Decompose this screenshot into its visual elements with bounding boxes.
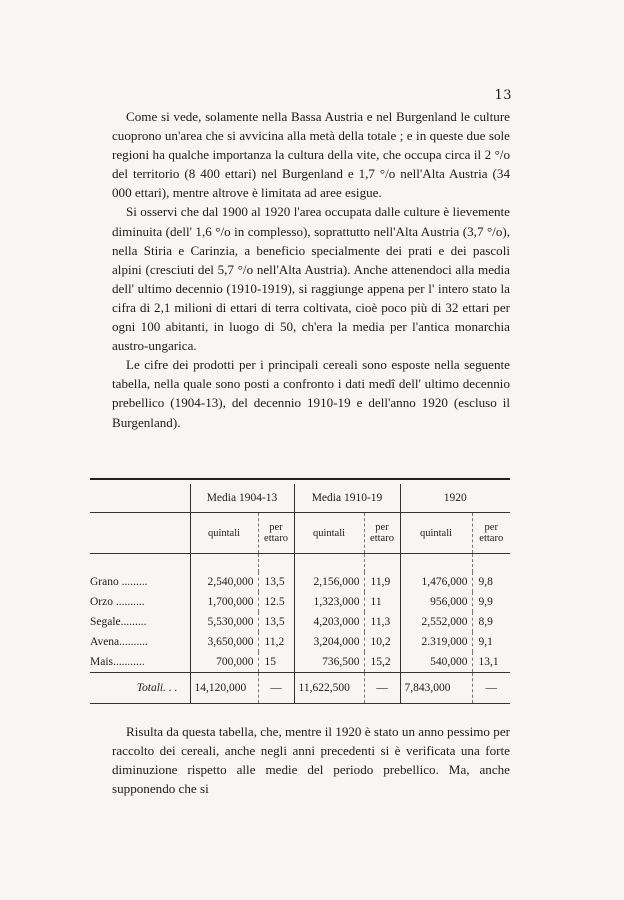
sub-header-quintali: quintali: [400, 513, 472, 554]
cell-quintali: 1,476,000: [400, 572, 472, 592]
group-header: Media 1904-13: [190, 484, 294, 513]
cell-per-ettaro: 11: [364, 592, 400, 612]
table-row: [90, 612, 510, 632]
sub-header-per-ettaro: per ettaro: [258, 513, 294, 554]
cell-per-ettaro: 13,5: [258, 572, 294, 592]
cell-quintali: 1,700,000: [190, 592, 258, 612]
cell-per-ettaro: 11,9: [364, 572, 400, 592]
cell-per-ettaro: 10,2: [364, 632, 400, 652]
row-label: Orzo ..........: [90, 596, 145, 608]
cereal-production-table: [90, 478, 510, 706]
cell-per-ettaro: 9,8: [472, 572, 510, 592]
cell-quintali: 540,000: [400, 652, 472, 673]
body-text-before-table: [112, 107, 510, 432]
total-per-ettaro: —: [258, 673, 294, 704]
group-header: Media 1910-19: [294, 484, 400, 513]
table-row: [90, 632, 510, 652]
total-per-ettaro: —: [472, 673, 510, 704]
paragraph: Si osservi che dal 1900 al 1920 l'area occupata dalle culture è lievemente diminuita (dell' 1,6 °/o in complesso), soprattutto nell'Alta Austria (3,7 °/o), nella Stiria e Carinzia, a beneficio specialmente dei prati e dei pascoli alpini (cresciuti del 5,7 °/o nell'Alta Austria). Anche attenendoci alla media dell' ultimo decennio (1910-1919), si raggiunge appena per l' intero stato la cifra di 2,1 milioni di ettari di terra coltivata, cioè poco più di 32 ettari per ogni 100 abitanti, in luogo di 50, ch'era la media per l'antica monarchia austro-ungarica.: [112, 204, 510, 354]
table-sub-header-row: [90, 513, 510, 554]
row-label: Segale.........: [90, 616, 147, 628]
cell-per-ettaro: 9,9: [472, 592, 510, 612]
table-row: [90, 592, 510, 612]
row-label: Mais...........: [90, 656, 145, 668]
cell-quintali: 956,000: [400, 592, 472, 612]
table-group-header-row: [90, 484, 510, 513]
paragraph: Come si vede, solamente nella Bassa Austria e nel Burgenland le culture cuoprono un'area che si avvicina alla metà della totale ; e in queste due sole regioni ha qualche importanza la cultura della vite, che occupa circa il 2 °/o del territorio (8 400 ettari) nel Burgenland e 1,7 °/o nell'Alta Austria (34 000 ettari), mentre altrove è limitata ad aree esigue.: [112, 109, 510, 201]
cell-per-ettaro: 8,9: [472, 612, 510, 632]
row-label: Avena..........: [90, 636, 148, 648]
cell-quintali: 4,203,000: [294, 612, 364, 632]
cell-per-ettaro: 12.5: [258, 592, 294, 612]
row-label: Grano .........: [90, 576, 148, 588]
cell-per-ettaro: 9,1: [472, 632, 510, 652]
cell-quintali: 700,000: [190, 652, 258, 673]
sub-header-per-ettaro: per ettaro: [472, 513, 510, 554]
sub-header-quintali: quintali: [190, 513, 258, 554]
cell-quintali: 2,552,000: [400, 612, 472, 632]
page-number: 13: [494, 88, 512, 103]
cell-per-ettaro: 15: [258, 652, 294, 673]
cell-per-ettaro: 13,1: [472, 652, 510, 673]
cell-quintali: 1,323,000: [294, 592, 364, 612]
header-spacer: [90, 513, 190, 554]
header-spacer: [90, 484, 190, 513]
cell-quintali: 2,540,000: [190, 572, 258, 592]
paragraph: Le cifre dei prodotti per i principali cereali sono esposte nella seguente tabella, nella quale sono posti a confronto i dati medî dell' ultimo decennio prebellico (1904-13), del decennio 1910-19 e dell'anno 1920 (escluso il Burgenland).: [112, 357, 510, 430]
cell-quintali: 2.319,000: [400, 632, 472, 652]
cell-quintali: 736,500: [294, 652, 364, 673]
total-quintali: 7,843,000: [400, 673, 472, 704]
total-quintali: 11,622,500: [294, 673, 364, 704]
paragraph: Risulta da questa tabella, che, mentre il 1920 è stato un anno pessimo per raccolto dei cereali, anche negli anni precedenti si è verificata una forte diminuzione rispetto alle medie del periodo prebellico. Ma, anche supponendo che si: [112, 724, 510, 797]
total-per-ettaro: —: [364, 673, 400, 704]
table-row: [90, 572, 510, 592]
cell-per-ettaro: 11,3: [364, 612, 400, 632]
sub-header-quintali: quintali: [294, 513, 364, 554]
cell-per-ettaro: 15,2: [364, 652, 400, 673]
total-label: Totali. . .: [90, 673, 190, 704]
cell-quintali: 3,650,000: [190, 632, 258, 652]
total-quintali: 14,120,000: [190, 673, 258, 704]
table-row: [90, 652, 510, 673]
cell-per-ettaro: 13,5: [258, 612, 294, 632]
cell-per-ettaro: 11,2: [258, 632, 294, 652]
cell-quintali: 3,204,000: [294, 632, 364, 652]
cell-quintali: 5,530,000: [190, 612, 258, 632]
sub-header-per-ettaro: per ettaro: [364, 513, 400, 554]
group-header: 1920: [400, 484, 510, 513]
table-total-row: [90, 673, 510, 704]
cell-quintali: 2,156,000: [294, 572, 364, 592]
body-text-after-table: [112, 722, 510, 798]
